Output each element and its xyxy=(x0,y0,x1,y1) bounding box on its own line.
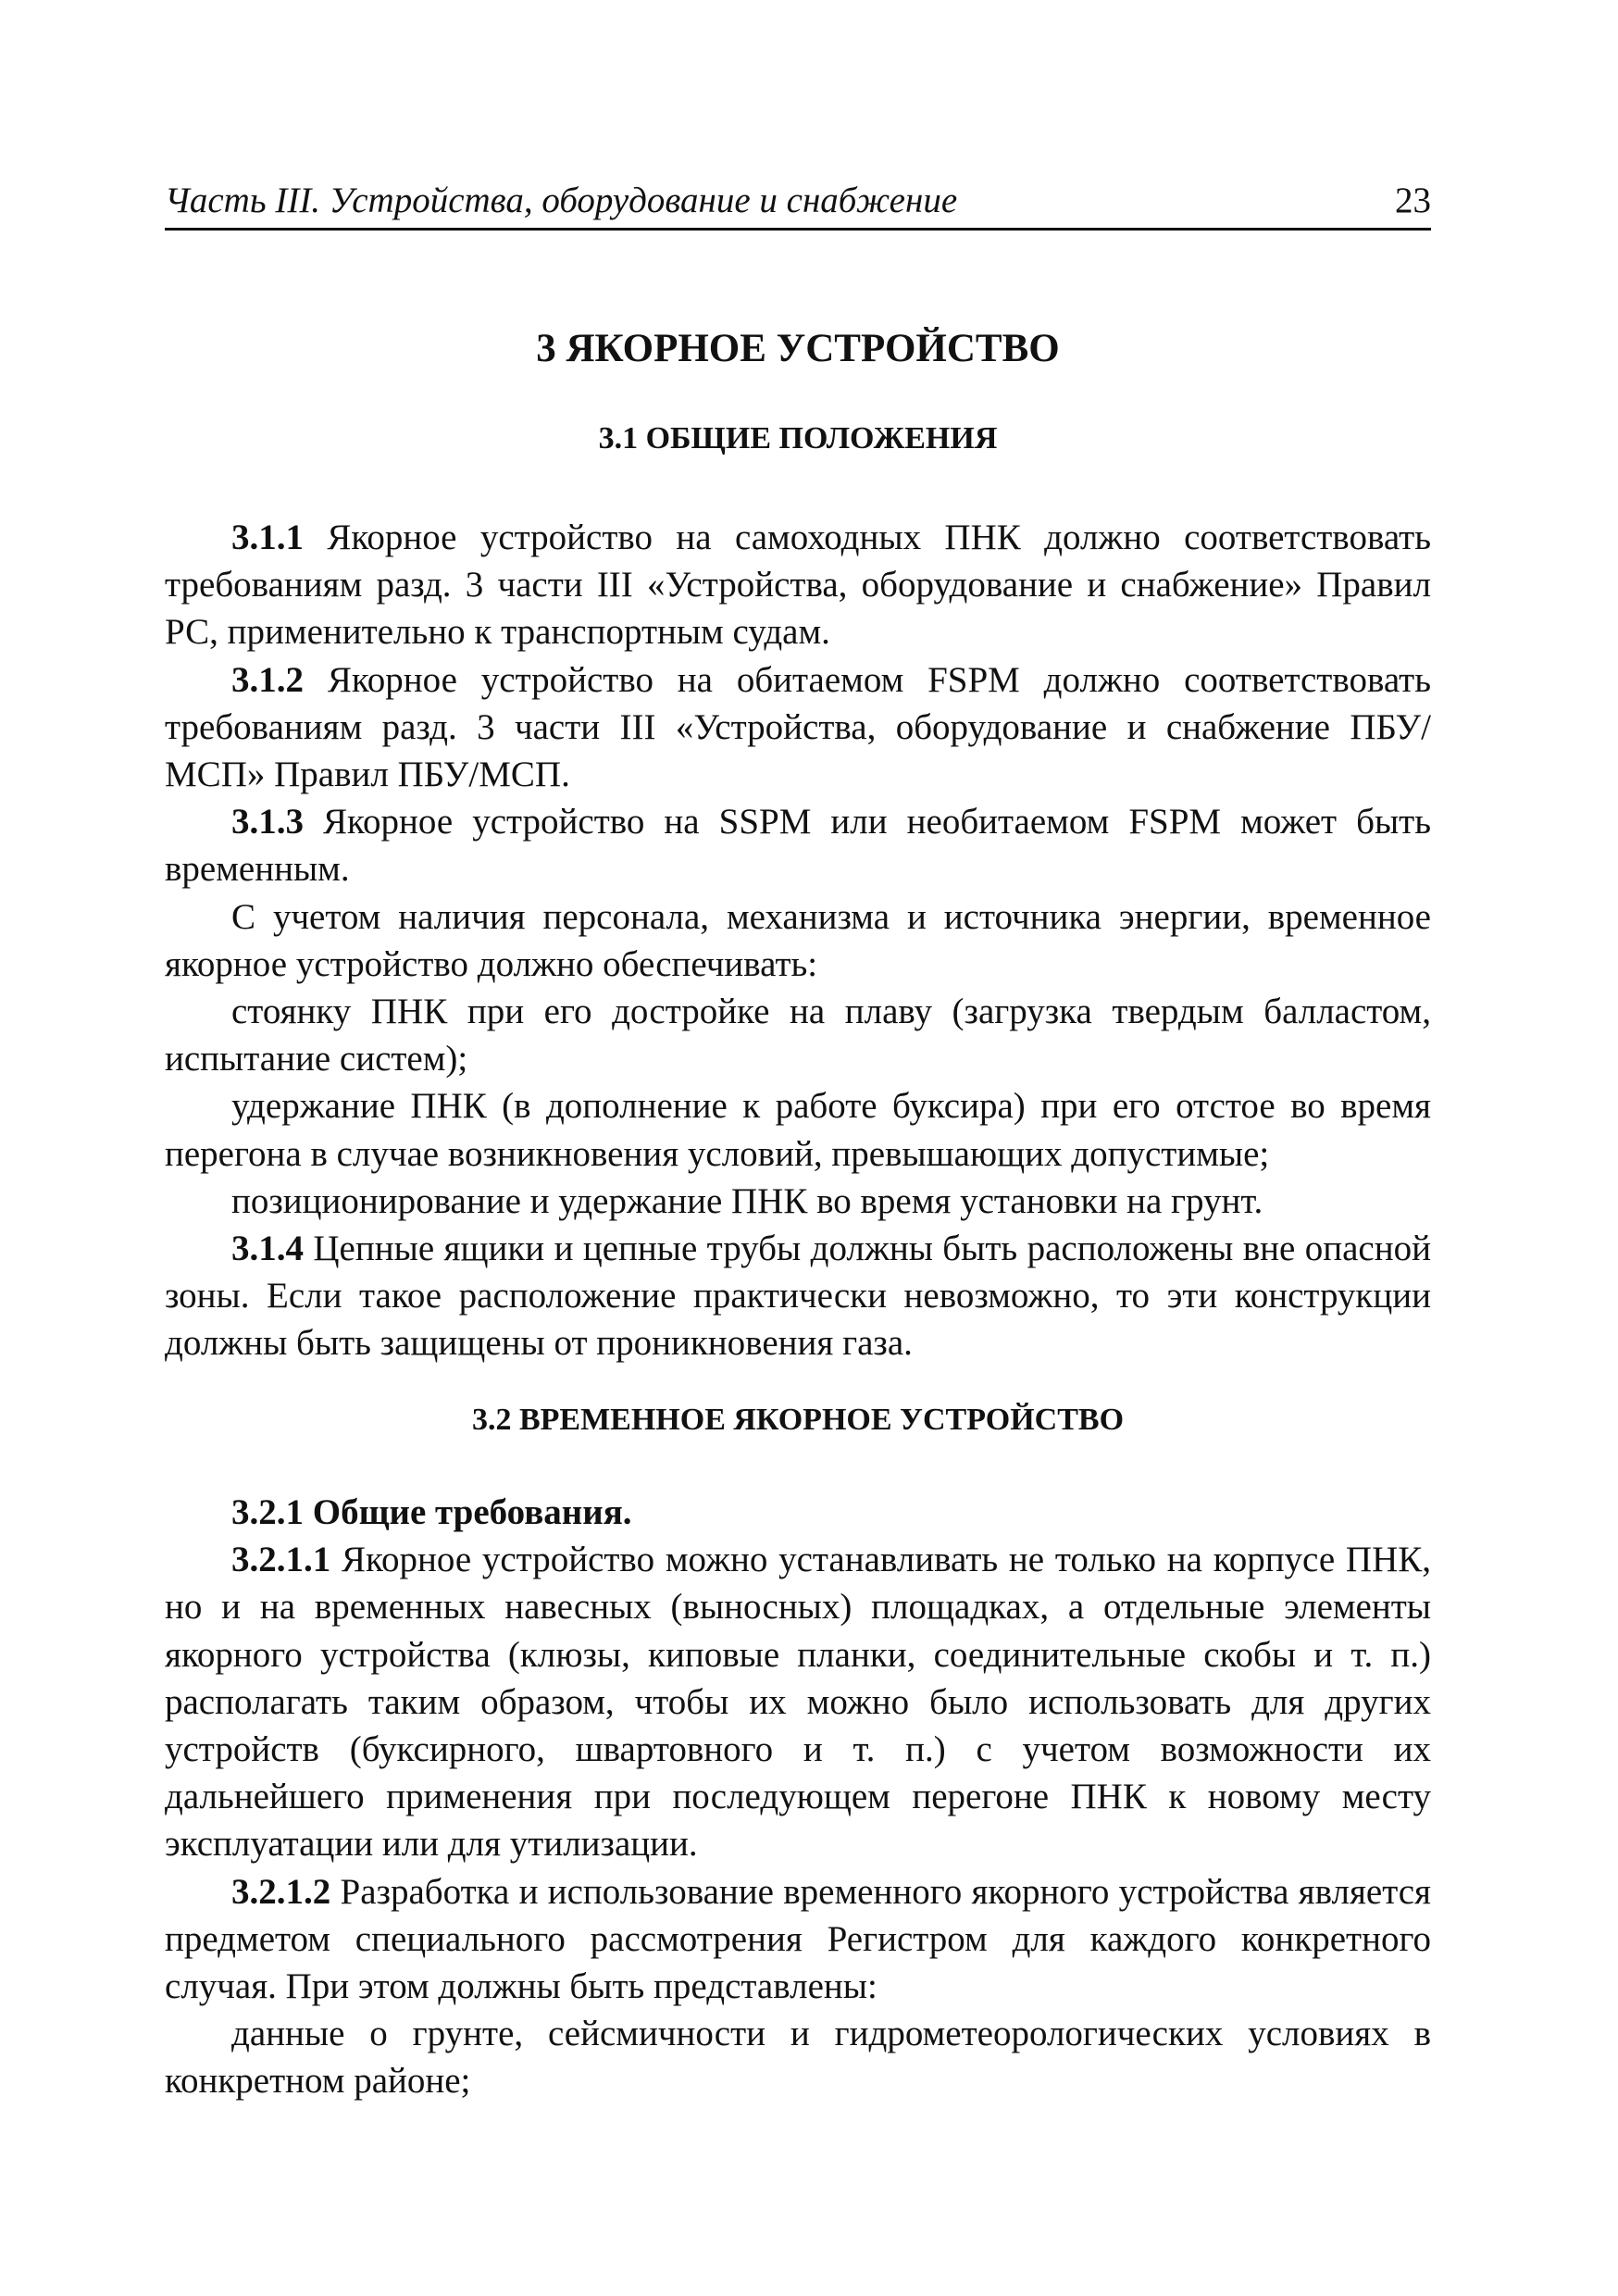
paragraph-text: стоянку ПНК при его достройке на плаву (загрузка твердым балластом, испытание систем); xyxy=(165,992,1431,1079)
section-body xyxy=(165,1489,1431,2105)
paragraph xyxy=(165,1868,1431,2011)
clause-number: 3.1.4 xyxy=(231,1229,304,1269)
subheading: 3.2.1 Общие требования. xyxy=(231,1492,632,1532)
paragraph-text: позиционирование и удержание ПНК во время установки на грунт. xyxy=(231,1180,1263,1221)
clause-number: 3.2.1.1 xyxy=(231,1540,331,1580)
paragraph-text: Якорное устройство на обитаемом FSPM должно соответствовать требованиям разд. 3 части III «Устройства, оборудование и снабжение ПБУ/МСП» Правил ПБУ/МСП. xyxy=(165,659,1431,795)
paragraph-text: Якорное устройство можно устанавливать не только на корпусе ПНК, но и на временных навесных (выносных) площадках, а отдельные элементы якорного устройства (клюзы, киповые планки, соединительные скобы и т. п.) располагать таким образом, чтобы их можно было использовать для других устройств (буксирного, швартовного и т. п.) с учетом возможности их дальнейшего применения при последующем перегоне ПНК к новому месту эксплуатации или для утилизации. xyxy=(165,1540,1431,1865)
list-item xyxy=(165,988,1431,1082)
list-item xyxy=(165,1178,1431,1225)
paragraph-text: данные о грунте, сейсмичности и гидрометеорологических условиях в конкретном районе; xyxy=(165,2014,1431,2102)
section-title: 3.2 ВРЕМЕННОЕ ЯКОРНОЕ УСТРОЙСТВО xyxy=(471,1403,1125,1437)
list-item xyxy=(165,2010,1431,2104)
running-header xyxy=(165,176,1431,231)
paragraph-text: удержание ПНК (в дополнение к работе буксира) при его отстое во время перегона в случае возникновения условий, превышающих допустимые; xyxy=(165,1086,1431,1174)
section-title: 3.1 ОБЩИЕ ПОЛОЖЕНИЯ xyxy=(598,421,998,455)
paragraph-text: Якорное устройство на SSPM или необитаемом FSPM может быть временным. xyxy=(165,802,1431,890)
paragraph-text: С учетом наличия персонала, механизма и источника энергии, временное якорное устройство должно обеспечивать: xyxy=(165,896,1431,984)
section-body xyxy=(165,514,1431,1367)
paragraph xyxy=(165,1536,1431,1867)
paragraph-text: Цепные ящики и цепные трубы должны быть расположены вне опасной зоны. Если такое расположение практически невозможно, то эти конструкции должны быть защищены от проникновения газа. xyxy=(165,1229,1431,1364)
chapter-title: 3 ЯКОРНОЕ УСТРОЙСТВО xyxy=(536,327,1060,370)
clause-number: 3.1.1 xyxy=(231,518,304,557)
paragraph xyxy=(165,798,1431,892)
paragraph xyxy=(165,514,1431,656)
paragraph xyxy=(165,893,1431,988)
running-title: Часть III. Устройства, оборудование и снабжение xyxy=(165,181,958,220)
list-item xyxy=(165,1082,1431,1177)
paragraph-text: Якорное устройство на самоходных ПНК должно соответствовать требованиям разд. 3 части III «Устройства, оборудование и снабжение» Правил РС, применительно к транспортным судам. xyxy=(165,518,1431,653)
clause-number: 3.2.1.2 xyxy=(231,1871,331,1912)
paragraph-text: Разработка и использование временного якорного устройства является предметом специального рассмотрения Регистром для каждого конкретного случая. При этом должны быть представлены: xyxy=(165,1871,1431,2007)
clause-number: 3.1.2 xyxy=(231,659,304,700)
page-number: 23 xyxy=(1395,181,1431,220)
paragraph xyxy=(165,656,1431,799)
clause-number: 3.1.3 xyxy=(231,802,304,842)
paragraph xyxy=(165,1225,1431,1367)
